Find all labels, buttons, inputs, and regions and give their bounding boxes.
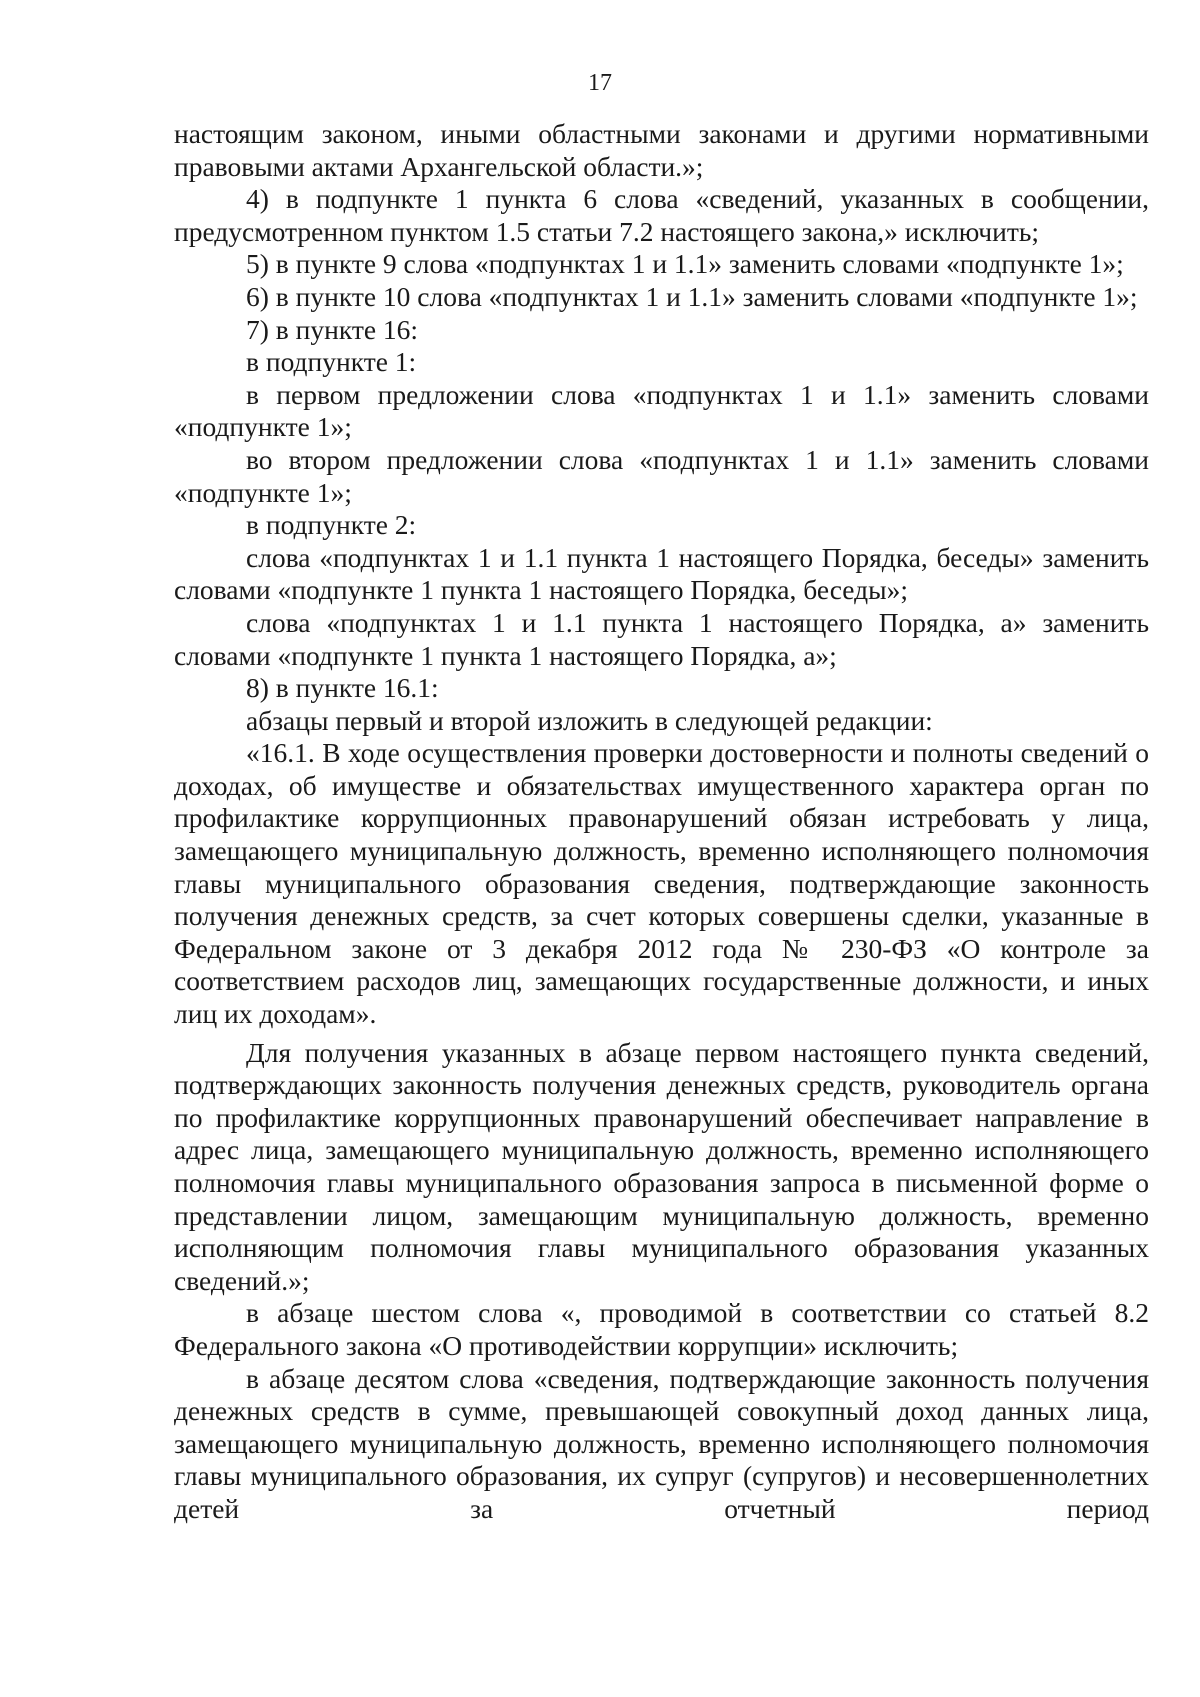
paragraph: 6) в пункте 10 слова «подпунктах 1 и 1.1» заменить словами «подпункте 1»; bbox=[246, 280, 1138, 312]
paragraph: слова «подпунктах 1 и 1.1 пункта 1 настоящего Порядка, беседы» заменить словами «подпункте 1 пункта 1 настоящего Порядка, беседы»; bbox=[174, 541, 1149, 606]
paragraph: «16.1. В ходе осуществления проверки достоверности и полноты сведений о доходах, об имуществе и обязательствах имущественного характера орган по профилактике коррупционных правонарушений обязан истребовать у лица, замещающего муниципальную должность, временно исполняющего полномочия главы муниципального образования сведения, подтверждающие законность получения денежных средств, за счет которых совершены сделки, указанные в Федеральном законе от 3 декабря 2012 года № 230-ФЗ «О контроле за соответствием расходов лиц, замещающих государственные должности, и иных лиц их доходам». bbox=[174, 737, 1149, 1030]
paragraph: в подпункте 2: bbox=[246, 509, 417, 541]
paragraph: во втором предложении слова «подпунктах 1 и 1.1» заменить словами «подпункте 1»; bbox=[174, 443, 1149, 508]
document-body bbox=[174, 118, 1149, 1526]
paragraph: в абзаце десятом слова «сведения, подтверждающие законность получения денежных средств в сумме, превышающей совокупный доход данных лица, замещающего муниципальную должность, временно исполняющего полномочия главы муниципального образования, их супруг (супругов) и несовершеннолетних детей за отчетный период bbox=[174, 1362, 1149, 1524]
paragraph: в подпункте 1: bbox=[246, 346, 417, 378]
paragraph: Для получения указанных в абзаце первом настоящего пункта сведений, подтверждающих законность получения денежных средств, руководитель органа по профилактике коррупционных правонарушений обеспечивает направление в адрес лица, замещающего муниципальную должность, временно исполняющего полномочия главы муниципального образования запроса в письменной форме о представлении лицом, замещающим муниципальную должность, временно исполняющим полномочия главы муниципального образования указанных сведений.»; bbox=[174, 1036, 1149, 1296]
paragraph: 7) в пункте 16: bbox=[246, 313, 419, 345]
paragraph: настоящим законом, иными областными законами и другими нормативными правовыми актами Архангельской области.»; bbox=[174, 118, 1149, 182]
paragraph: абзацы первый и второй изложить в следующей редакции: bbox=[246, 704, 933, 736]
page-number: 17 bbox=[588, 70, 612, 96]
paragraph: в первом предложении слова «подпунктах 1 и 1.1» заменить словами «подпункте 1»; bbox=[174, 378, 1149, 443]
paragraph: 5) в пункте 9 слова «подпунктах 1 и 1.1» заменить словами «подпункте 1»; bbox=[246, 248, 1124, 280]
paragraph: слова «подпунктах 1 и 1.1 пункта 1 настоящего Порядка, а» заменить словами «подпункте 1 пункта 1 настоящего Порядка, а»; bbox=[174, 606, 1149, 671]
paragraph: в абзаце шестом слова «, проводимой в соответствии со статьей 8.2 Федерального закона «О противодействии коррупции» исключить; bbox=[174, 1297, 1149, 1361]
paragraph: 8) в пункте 16.1: bbox=[246, 672, 439, 704]
paragraph: 4) в подпункте 1 пункта 6 слова «сведений, указанных в сообщении, предусмотренном пунктом 1.5 статьи 7.2 настоящего закона,» исключить; bbox=[174, 183, 1149, 247]
